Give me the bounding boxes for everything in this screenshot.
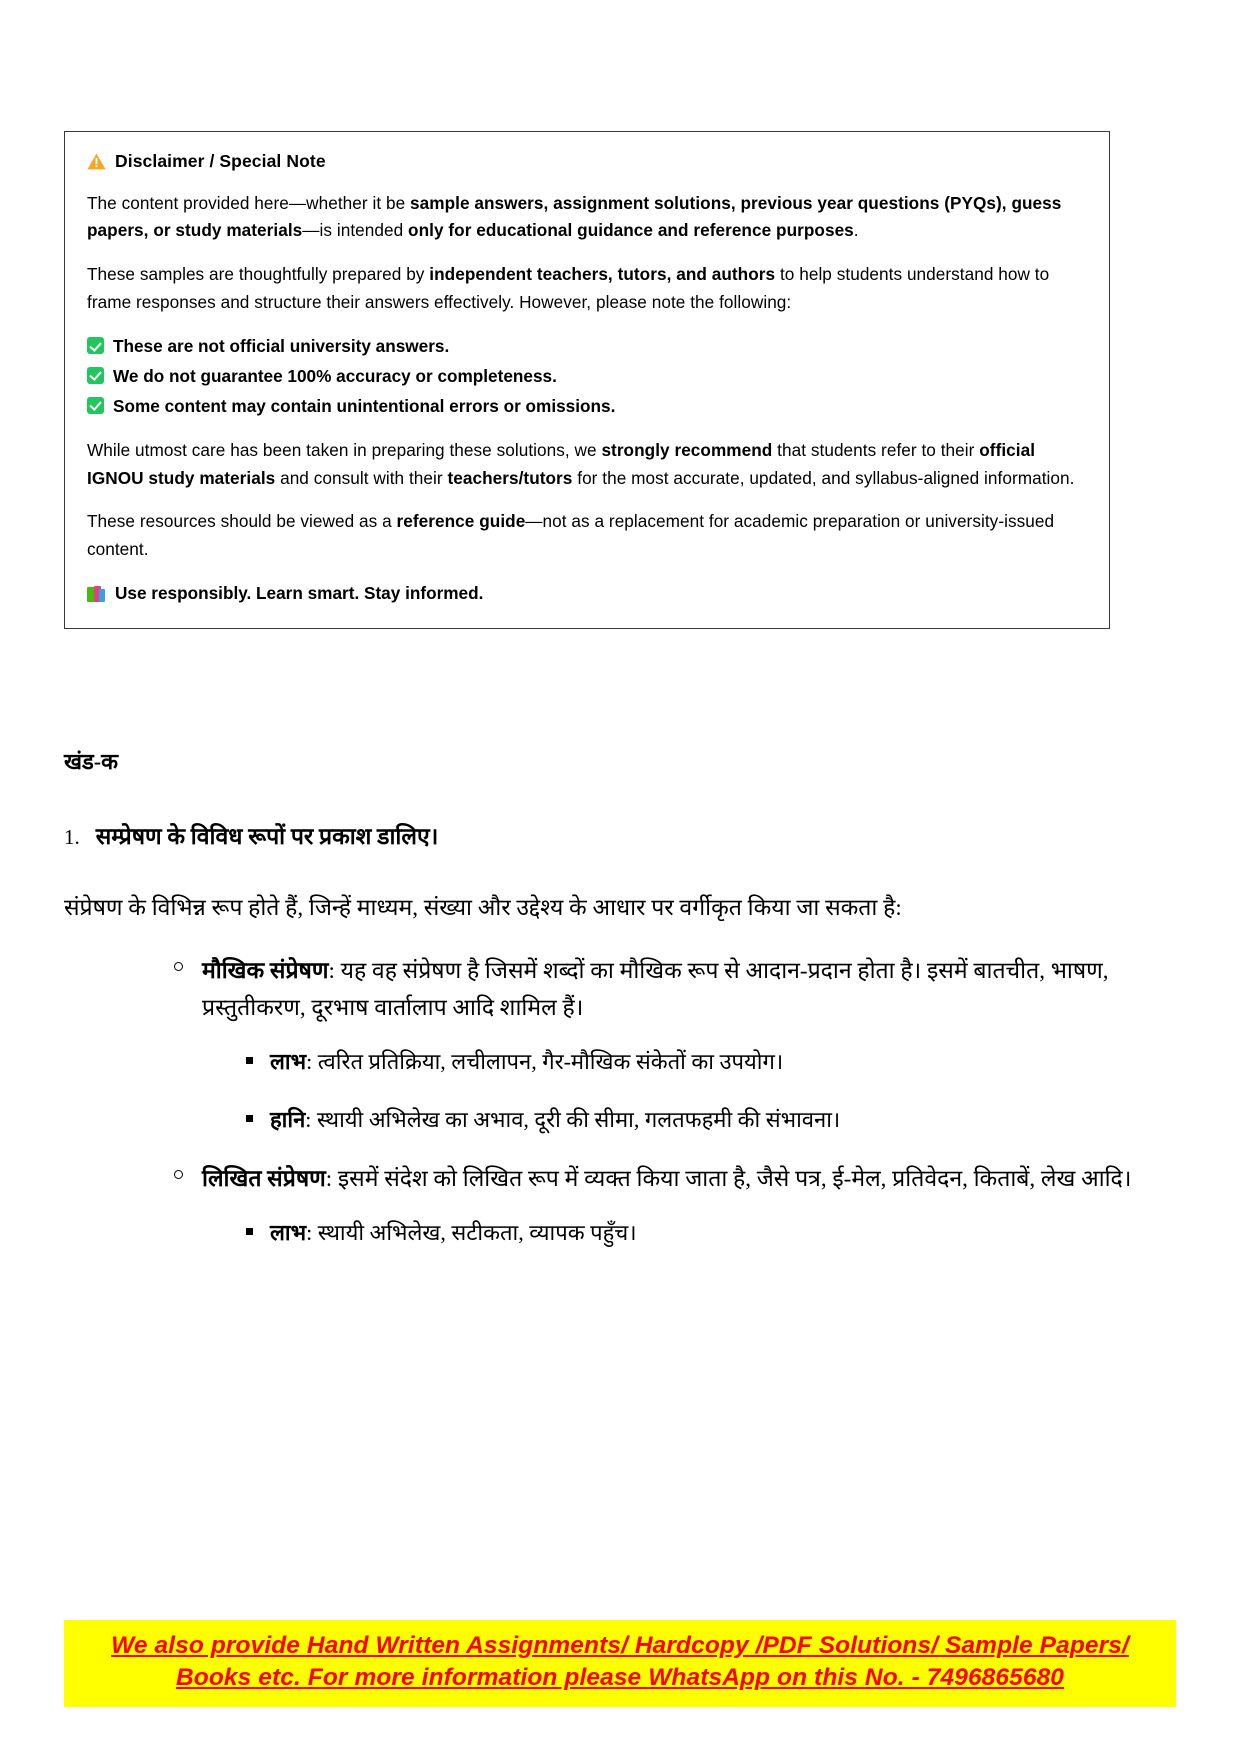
p3-part3: and consult with their bbox=[275, 467, 448, 488]
p2-part2: to help students understand how to frame responses and structure their answers effectively. However, please note the following: bbox=[87, 264, 1050, 313]
p1-part2: —is intended bbox=[302, 220, 409, 241]
warning-triangle-icon bbox=[87, 153, 106, 170]
circle-bullet-icon bbox=[174, 962, 183, 971]
checklist-item-text: We do not guarantee 100% accuracy or completeness. bbox=[113, 365, 557, 386]
green-check-icon bbox=[87, 337, 104, 354]
p1-bold1: sample answers, assignment solutions, previous year questions (PYQs), guess papers, or study materials bbox=[87, 192, 1062, 241]
disclaimer-box bbox=[64, 131, 1110, 629]
item-label: लिखित संप्रेषण bbox=[202, 1165, 326, 1191]
checklist-item-text: Some content may contain unintentional errors or omissions. bbox=[113, 395, 616, 416]
sub-list bbox=[202, 1215, 1174, 1251]
p3-part1: While utmost care has been taken in preparing these solutions, we bbox=[87, 439, 602, 460]
list-item bbox=[87, 333, 1087, 361]
list-item bbox=[87, 393, 1087, 421]
communication-types-list bbox=[64, 952, 1174, 1251]
books-icon bbox=[87, 586, 106, 603]
checklist-item-text: These are not official university answers. bbox=[113, 336, 450, 357]
p4-part2: —not as a replacement for academic preparation or university-issued content. bbox=[87, 511, 1055, 560]
p3-part4: for the most accurate, updated, and syllabus-aligned information. bbox=[572, 467, 1075, 488]
p3-bold3: teachers/tutors bbox=[447, 467, 573, 488]
disclaimer-checklist bbox=[87, 333, 1087, 421]
p4-bold1: reference guide bbox=[396, 511, 526, 532]
sub-item-label: लाभ bbox=[270, 1219, 307, 1245]
p1-part1: The content provided here—whether it be bbox=[87, 192, 411, 213]
square-bullet-icon bbox=[246, 1228, 253, 1235]
p3-part2: that students refer to their bbox=[772, 439, 980, 460]
disclaimer-title-text: Disclaimer / Special Note bbox=[115, 151, 326, 171]
item-label: मौखिक संप्रेषण bbox=[202, 957, 329, 983]
circle-bullet-icon bbox=[174, 1170, 183, 1179]
question-text: सम्प्रेषण के विविध रूपों पर प्रकाश डालिए। bbox=[95, 824, 439, 849]
intro-paragraph: संप्रेषण के विभिन्न रूप होते हैं, जिन्हें माध्यम, संख्या और उद्देश्य के आधार पर वर्गीकृत किया जा सकता है: bbox=[64, 894, 902, 920]
green-check-icon bbox=[87, 397, 104, 414]
disclaimer-paragraph-4 bbox=[87, 508, 1087, 564]
disclaimer-paragraph-1 bbox=[87, 190, 1087, 246]
p1-part3: . bbox=[853, 220, 859, 241]
disclaimer-final-note bbox=[87, 580, 1087, 608]
answer-content bbox=[64, 745, 1174, 1272]
sub-item-body: : स्थायी अभिलेख, सटीकता, व्यापक पहुँच। bbox=[306, 1219, 637, 1245]
disclaimer-paragraph-3 bbox=[87, 437, 1087, 493]
promo-footer-banner bbox=[64, 1620, 1176, 1707]
square-bullet-icon bbox=[246, 1057, 253, 1064]
list-item bbox=[87, 363, 1087, 391]
question-number: 1. bbox=[64, 825, 80, 849]
sub-item-label: लाभ bbox=[270, 1049, 307, 1075]
final-note-text: Use responsibly. Learn smart. Stay informed. bbox=[115, 583, 484, 604]
item-body: : यह वह संप्रेषण है जिसमें शब्दों का मौखिक रूप से आदान-प्रदान होता है। इसमें बातचीत, भाषण, प्रस्तुतीकरण, दूरभाष वार्तालाप आदि शामिल हैं। bbox=[202, 957, 1109, 1020]
p3-bold2: official IGNOU study materials bbox=[87, 439, 1036, 488]
disclaimer-title-row bbox=[87, 150, 1087, 174]
square-bullet-icon bbox=[246, 1115, 253, 1122]
sub-item-label: हानि bbox=[270, 1106, 306, 1132]
green-check-icon bbox=[87, 367, 104, 384]
item-body: : इसमें संदेश को लिखित रूप में व्यक्त किया जाता है, जैसे पत्र, ई-मेल, प्रतिवेदन, किताबें, लेख आदि। bbox=[325, 1165, 1132, 1191]
p2-bold1: independent teachers, tutors, and authors bbox=[429, 264, 776, 285]
section-heading: खंड-क bbox=[64, 749, 118, 774]
list-item bbox=[64, 1160, 1174, 1251]
p3-bold1: strongly recommend bbox=[601, 439, 773, 460]
list-item bbox=[64, 952, 1174, 1138]
p2-part1: These samples are thoughtfully prepared by bbox=[87, 264, 430, 285]
sub-item-body: : त्वरित प्रतिक्रिया, लचीलापन, गैर-मौखिक संकेतों का उपयोग। bbox=[306, 1049, 784, 1075]
promo-line-2: Books etc. For more information please WhatsApp on this No. - 7496865680 bbox=[175, 1664, 1065, 1692]
sub-item-body: : स्थायी अभिलेख का अभाव, दूरी की सीमा, गलतफहमी की संभावना। bbox=[305, 1106, 841, 1132]
list-item bbox=[202, 1102, 1174, 1138]
list-item bbox=[202, 1215, 1174, 1251]
question-row bbox=[64, 820, 1174, 855]
p4-part1: These resources should be viewed as a bbox=[87, 511, 397, 532]
p1-bold2: only for educational guidance and reference purposes bbox=[408, 220, 854, 241]
sub-list bbox=[202, 1044, 1174, 1137]
disclaimer-paragraph-2 bbox=[87, 261, 1087, 317]
list-item bbox=[202, 1044, 1174, 1080]
promo-line-1: We also provide Hand Written Assignments/ Hardcopy /PDF Solutions/ Sample Papers/ bbox=[111, 1632, 1129, 1659]
